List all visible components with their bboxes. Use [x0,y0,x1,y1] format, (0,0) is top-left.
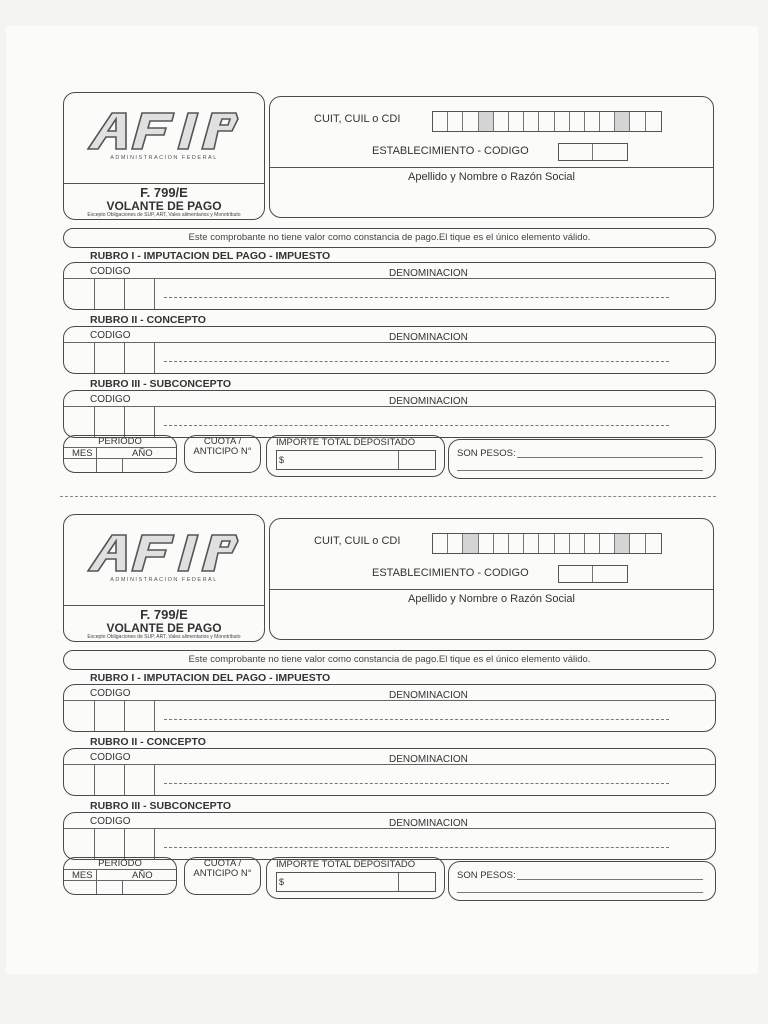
cuit-digit-cell[interactable] [463,112,478,131]
cuit-digit-cell[interactable] [615,112,630,131]
importe-input[interactable] [276,872,436,892]
denominacion-label: DENOMINACION [389,690,468,701]
denominacion-dashed-line [164,719,669,720]
cuit-digit-cell[interactable] [585,534,600,553]
form-number: F. 799/E [64,183,264,200]
disclaimer-banner [63,650,716,670]
divider [154,406,155,437]
disclaimer-banner [63,228,716,248]
cuit-digit-cell[interactable] [463,534,478,553]
divider [154,700,155,731]
afip-logo-icon [86,533,242,573]
son-pesos-label: SON PESOS: [457,448,516,459]
denominacion-label: DENOMINACION [389,332,468,343]
cuota-label [185,859,260,879]
rubro-title: RUBRO I - IMPUTACION DEL PAGO - IMPUESTO [90,250,331,262]
divider [154,342,155,373]
cuit-digit-cell[interactable] [524,112,539,131]
cuota-field[interactable] [184,857,261,895]
divider [94,764,95,795]
cuit-label: CUIT, CUIL o CDI [314,113,401,125]
cuit-digit-cell[interactable] [539,534,554,553]
cuota-text: CUOTA / [203,436,242,447]
apellido-label: Apellido y Nombre o Razón Social [408,171,575,183]
apellido-label: Apellido y Nombre o Razón Social [408,593,575,605]
divider [122,880,123,894]
periodo-label: PERIODO [98,436,142,447]
divider [124,278,125,309]
disclaimer-text: Este comprobante no tiene valor como constancia de pago.El tique es el único elemento válido. [188,654,591,665]
rubro-title: RUBRO III - SUBCONCEPTO [90,378,231,390]
divider [124,764,125,795]
cuit-digit-cell[interactable] [479,534,494,553]
divider [398,451,399,469]
denominacion-dashed-line [164,361,669,362]
denominacion-label: DENOMINACION [389,268,468,279]
codigo-label: CODIGO [90,330,131,341]
cuit-digit-cell[interactable] [570,534,585,553]
cuit-digit-cell[interactable] [494,534,509,553]
divider [124,406,125,437]
denominacion-dashed-line [164,847,669,848]
cut-line [60,496,716,497]
ano-label: AÑO [132,448,153,459]
divider [124,828,125,859]
codigo-label: CODIGO [90,688,131,699]
importe-panel [266,435,445,477]
establecimiento-label: ESTABLECIMIENTO - CODIGO [372,145,529,157]
cuit-digit-cell[interactable] [433,534,448,553]
cuit-digit-cell[interactable] [433,112,448,131]
cuota-text: CUOTA / [203,858,242,869]
cuit-digit-cell[interactable] [448,534,463,553]
cuit-digit-cell[interactable] [600,112,615,131]
rubro-box[interactable] [63,326,716,374]
denominacion-dashed-line [164,425,669,426]
divider [124,700,125,731]
admin-label: ADMINISTRACION FEDERAL [110,577,218,583]
rubro-box[interactable] [63,684,716,732]
divider [154,828,155,859]
mes-label: MES [72,448,93,459]
divider [517,457,703,458]
mes-label: MES [72,870,93,881]
importe-input[interactable] [276,450,436,470]
establecimiento-digit-cell[interactable] [559,144,593,160]
cuit-digit-cell[interactable] [570,112,585,131]
logo-panel [63,514,265,642]
importe-label: IMPORTE TOTAL DEPOSITADO [276,437,416,448]
divider [96,869,97,894]
divider [270,167,713,168]
divider [94,342,95,373]
denominacion-dashed-line [164,783,669,784]
denominacion-label: DENOMINACION [389,754,468,765]
divider [64,700,715,701]
rubro-box[interactable] [63,748,716,796]
cuit-digit-cell[interactable] [615,534,630,553]
periodo-field[interactable] [63,435,177,473]
cuit-digit-cell[interactable] [509,534,524,553]
establecimiento-digit-cell[interactable] [593,144,627,160]
codigo-label: CODIGO [90,752,131,763]
rubro-title: RUBRO I - IMPUTACION DEL PAGO - IMPUESTO [90,672,331,684]
currency-symbol: $ [279,455,285,465]
divider [64,764,715,765]
denominacion-dashed-line [164,297,669,298]
cuit-digit-cell[interactable] [600,534,615,553]
taxpayer-panel [269,518,714,640]
cuit-digit-cell[interactable] [555,112,570,131]
logo-panel [63,92,265,220]
payment-voucher-form [60,92,716,488]
volante-title: VOLANTE DE PAGO [106,621,222,635]
rubro-box[interactable] [63,812,716,860]
taxpayer-panel [269,96,714,218]
divider [94,278,95,309]
importe-panel [266,857,445,899]
codigo-label: CODIGO [90,816,131,827]
disclaimer-text: Este comprobante no tiene valor como constancia de pago.El tique es el único elemento válido. [188,232,591,243]
rubro-title: RUBRO II - CONCEPTO [90,736,206,748]
son-pesos-label: SON PESOS: [457,870,516,881]
divider [64,828,715,829]
divider [517,879,703,880]
divider [64,406,715,407]
codigo-label: CODIGO [90,266,131,277]
anticipo-text: ANTICIPO N° [193,868,252,879]
establecimiento-input[interactable] [558,565,628,583]
cuit-digit-cell[interactable] [448,112,463,131]
divider [94,828,95,859]
form-number: F. 799/E [64,605,264,622]
divider [270,589,713,590]
cuit-input[interactable] [432,111,662,132]
cuit-digit-cell[interactable] [509,112,524,131]
afip-logo-icon [86,111,242,151]
cuit-digit-cell[interactable] [646,112,661,131]
divider [154,278,155,309]
rubro-title: RUBRO III - SUBCONCEPTO [90,800,231,812]
divider [96,447,97,472]
cuit-digit-cell[interactable] [494,112,509,131]
cuit-label: CUIT, CUIL o CDI [314,535,401,547]
cuit-input[interactable] [432,533,662,554]
exception-note: Excepto Obligaciones de SUP, ART, Vales alimentarios y Monotributo [87,212,241,218]
cuit-digit-cell[interactable] [479,112,494,131]
divider [457,470,703,471]
divider [94,700,95,731]
establecimiento-digit-cell[interactable] [559,566,593,582]
establecimiento-digit-cell[interactable] [593,566,627,582]
divider [124,342,125,373]
cuit-digit-cell[interactable] [630,112,645,131]
cuit-digit-cell[interactable] [539,112,554,131]
son-pesos-field[interactable] [448,861,716,901]
cuit-digit-cell[interactable] [555,534,570,553]
ano-label: AÑO [132,870,153,881]
divider [122,458,123,472]
currency-symbol: $ [279,877,285,887]
divider [94,406,95,437]
divider [64,278,715,279]
denominacion-label: DENOMINACION [389,396,468,407]
rubro-title: RUBRO II - CONCEPTO [90,314,206,326]
cuit-digit-cell[interactable] [524,534,539,553]
denominacion-label: DENOMINACION [389,818,468,829]
payment-voucher-form [60,514,716,910]
establecimiento-input[interactable] [558,143,628,161]
cuit-digit-cell[interactable] [630,534,645,553]
son-pesos-field[interactable] [448,439,716,479]
cuit-digit-cell[interactable] [646,534,661,553]
cuota-label [185,437,260,457]
divider [64,342,715,343]
exception-note: Excepto Obligaciones de SUP, ART, Vales alimentarios y Monotributo [87,634,241,640]
rubro-box[interactable] [63,262,716,310]
establecimiento-label: ESTABLECIMIENTO - CODIGO [372,567,529,579]
periodo-label: PERIODO [98,858,142,869]
cuit-digit-cell[interactable] [585,112,600,131]
periodo-field[interactable] [63,857,177,895]
cuota-field[interactable] [184,435,261,473]
rubro-box[interactable] [63,390,716,438]
anticipo-text: ANTICIPO N° [193,446,252,457]
admin-label: ADMINISTRACION FEDERAL [110,155,218,161]
divider [154,764,155,795]
importe-label: IMPORTE TOTAL DEPOSITADO [276,859,416,870]
divider [457,892,703,893]
divider [398,873,399,891]
codigo-label: CODIGO [90,394,131,405]
volante-title: VOLANTE DE PAGO [106,199,222,213]
